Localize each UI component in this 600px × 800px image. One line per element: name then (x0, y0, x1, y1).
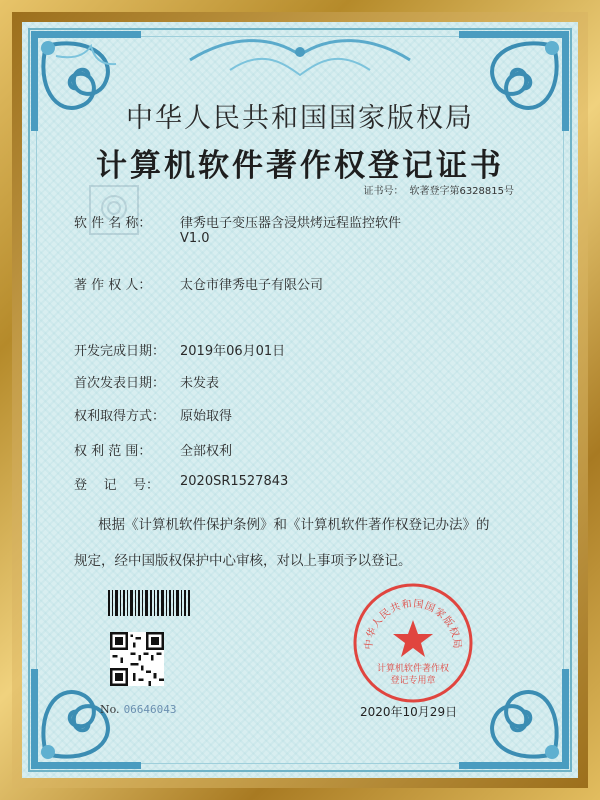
seal-line1: 计算机软件著作权 (376, 664, 450, 674)
software-version: V1.0 (180, 231, 210, 246)
field-label: 著 作 权 人： (74, 278, 152, 293)
field-label: 登 记 号： (74, 478, 160, 493)
software-name: 律秀电子变压器含浸烘烤远程监控软件 (180, 216, 402, 231)
certificate-number-label: 证书号： (363, 186, 404, 197)
official-seal-icon (352, 582, 474, 704)
field-value: 全部权利 (180, 444, 233, 459)
field-label: 权利取得方式： (74, 409, 166, 424)
barcode-icon (108, 590, 190, 616)
field-label: 首次发表日期： (74, 376, 166, 391)
body-text-line2: 规定，经中国版权保护中心审核，对以上事项予以登记。 (74, 553, 412, 569)
field-dev-date (74, 340, 285, 359)
certificate-title: 计算机软件著作权登记证书 (96, 148, 504, 184)
body-text-line1: 根据《计算机软件保护条例》和《计算机软件著作权登记办法》的 (98, 517, 490, 533)
qr-code-icon (110, 632, 164, 686)
certificate-number-value: 软著登字第6328815号 (409, 186, 514, 197)
certificate-number (357, 182, 514, 197)
issuer-title: 中华人民共和国国家版权局 (126, 103, 474, 134)
field-value: 未发表 (180, 376, 220, 391)
field-rights-scope (74, 440, 232, 459)
field-acquire-method (74, 405, 232, 424)
field-value (180, 212, 401, 246)
field-value: 2019年06月01日 (180, 344, 286, 359)
field-software-name (74, 212, 401, 246)
field-label: 软 件 名 称： (74, 216, 152, 231)
serial-number (100, 703, 177, 716)
field-registration-number (74, 474, 288, 493)
field-value: 原始取得 (180, 409, 233, 424)
seal-ring-text: 中华人民共和国国家版权局 (363, 598, 463, 651)
field-label: 开发完成日期： (74, 344, 166, 359)
serial-number-label: No. (100, 703, 120, 716)
field-value: 2020SR1527843 (180, 474, 289, 489)
field-label: 权 利 范 围： (74, 444, 152, 459)
serial-number-value: 06646043 (123, 703, 177, 716)
field-publish-date (74, 372, 219, 391)
field-copyright-owner (74, 274, 323, 293)
seal-line2: 登记专用章 (390, 676, 436, 686)
issue-date: 2020年10月29日 (360, 705, 458, 719)
top-ornament-icon (170, 30, 430, 90)
field-value: 太仓市律秀电子有限公司 (180, 278, 324, 293)
